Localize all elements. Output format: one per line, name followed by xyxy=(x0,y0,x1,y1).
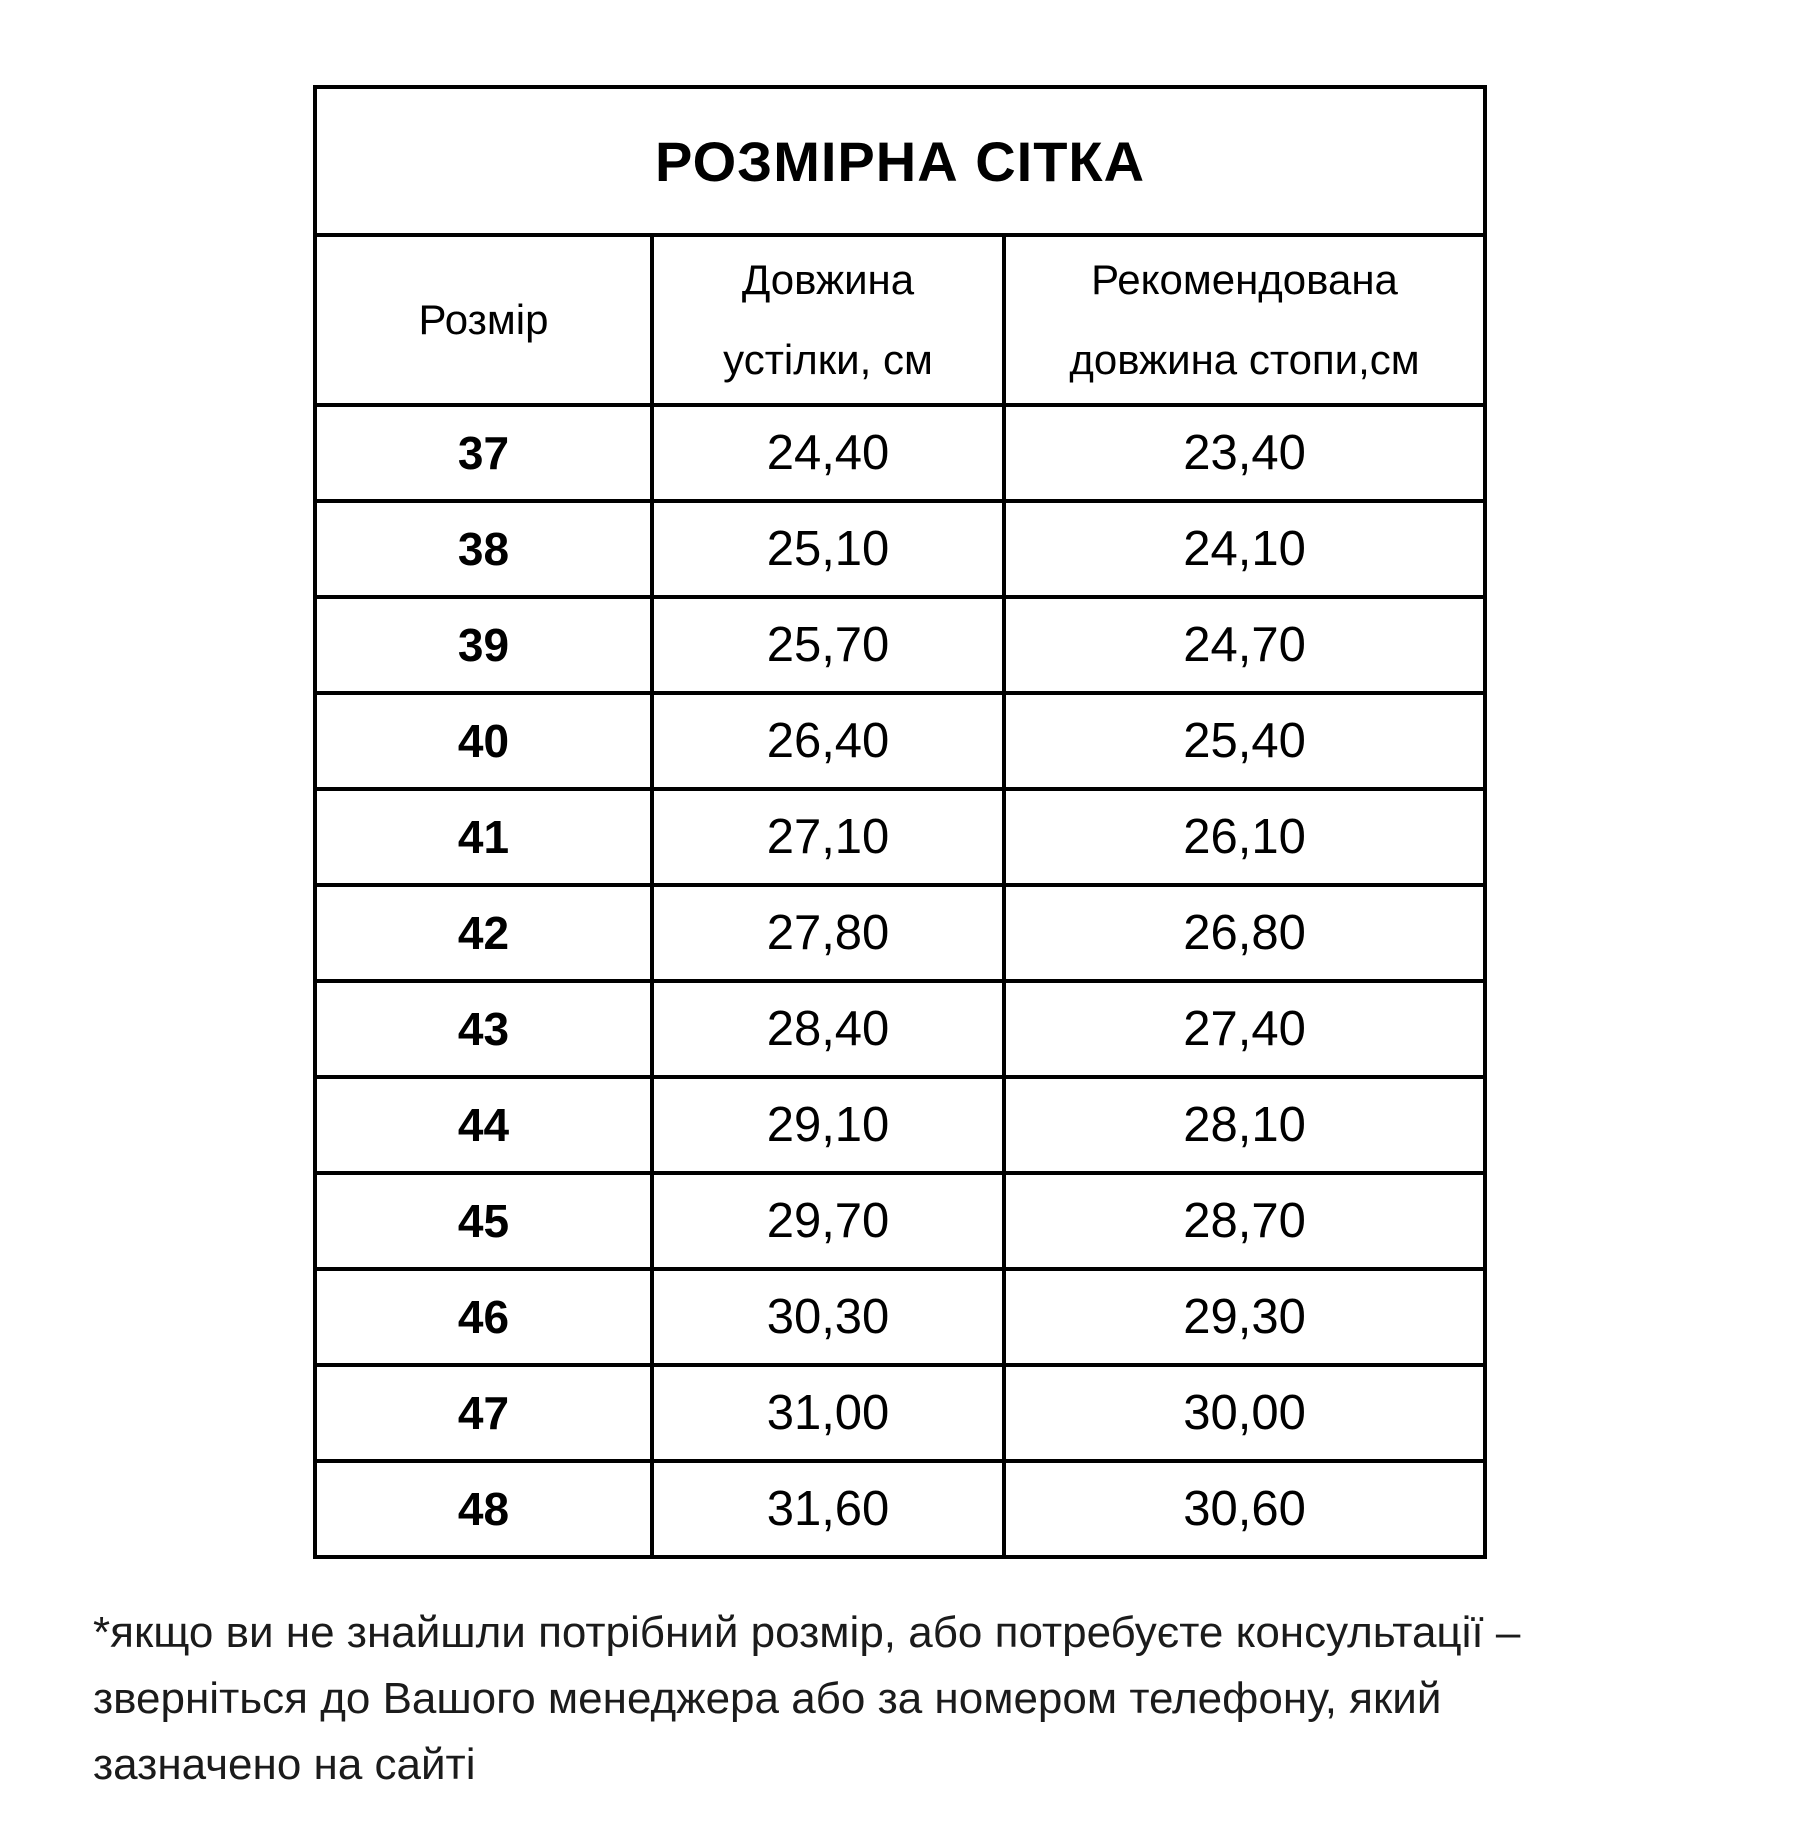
insole-length-cell: 30,30 xyxy=(652,1269,1004,1365)
insole-length-cell: 25,10 xyxy=(652,501,1004,597)
insole-length-cell: 27,80 xyxy=(652,885,1004,981)
insole-length-cell: 31,60 xyxy=(652,1461,1004,1557)
table-row xyxy=(315,1461,1485,1557)
table-row xyxy=(315,981,1485,1077)
foot-length-cell: 23,40 xyxy=(1004,405,1485,501)
size-cell: 45 xyxy=(315,1173,652,1269)
foot-length-cell: 26,80 xyxy=(1004,885,1485,981)
foot-length-cell: 27,40 xyxy=(1004,981,1485,1077)
insole-length-cell: 29,70 xyxy=(652,1173,1004,1269)
foot-length-cell: 24,70 xyxy=(1004,597,1485,693)
insole-length-cell: 31,00 xyxy=(652,1365,1004,1461)
size-cell: 39 xyxy=(315,597,652,693)
table-row xyxy=(315,1269,1485,1365)
column-header-foot-line-1: Рекомендована xyxy=(1091,256,1398,303)
size-cell: 44 xyxy=(315,1077,652,1173)
insole-length-cell: 25,70 xyxy=(652,597,1004,693)
insole-length-cell: 28,40 xyxy=(652,981,1004,1077)
footnote xyxy=(93,1600,1520,1798)
footnote-line: зазначено на сайті xyxy=(93,1740,476,1789)
column-header-insole-length xyxy=(652,235,1004,405)
insole-length-cell: 29,10 xyxy=(652,1077,1004,1173)
foot-length-cell: 30,00 xyxy=(1004,1365,1485,1461)
column-header-size-label: Розмір xyxy=(418,296,549,343)
title-row xyxy=(315,87,1485,235)
table-row xyxy=(315,1173,1485,1269)
size-cell: 47 xyxy=(315,1365,652,1461)
table-row xyxy=(315,789,1485,885)
table-row xyxy=(315,501,1485,597)
table-row xyxy=(315,1365,1485,1461)
foot-length-cell: 28,70 xyxy=(1004,1173,1485,1269)
insole-length-cell: 24,40 xyxy=(652,405,1004,501)
column-header-foot-length xyxy=(1004,235,1485,405)
table-row xyxy=(315,1077,1485,1173)
size-cell: 41 xyxy=(315,789,652,885)
table-row xyxy=(315,693,1485,789)
size-cell: 43 xyxy=(315,981,652,1077)
size-table xyxy=(313,85,1487,1559)
size-cell: 48 xyxy=(315,1461,652,1557)
footnote-line: зверніться до Вашого менеджера або за номером телефону, який xyxy=(93,1674,1442,1723)
insole-length-cell: 26,40 xyxy=(652,693,1004,789)
table-row xyxy=(315,885,1485,981)
size-cell: 37 xyxy=(315,405,652,501)
insole-length-cell: 27,10 xyxy=(652,789,1004,885)
column-header-insole-line-1: Довжина xyxy=(741,256,915,303)
foot-length-cell: 30,60 xyxy=(1004,1461,1485,1557)
column-header-insole-line-2: устілки, см xyxy=(723,336,933,383)
header-row xyxy=(315,235,1485,405)
column-header-foot-line-2: довжина стопи,см xyxy=(1069,336,1420,383)
footnote-line: *якщо ви не знайшли потрібний розмір, або потребуєте консультації – xyxy=(93,1608,1521,1657)
foot-length-cell: 25,40 xyxy=(1004,693,1485,789)
table-row xyxy=(315,597,1485,693)
foot-length-cell: 24,10 xyxy=(1004,501,1485,597)
column-header-size xyxy=(315,235,652,405)
size-cell: 40 xyxy=(315,693,652,789)
foot-length-cell: 26,10 xyxy=(1004,789,1485,885)
size-cell: 42 xyxy=(315,885,652,981)
foot-length-cell: 29,30 xyxy=(1004,1269,1485,1365)
foot-length-cell: 28,10 xyxy=(1004,1077,1485,1173)
size-cell: 38 xyxy=(315,501,652,597)
table-title: РОЗМІРНА СІТКА xyxy=(315,87,1485,235)
table-row xyxy=(315,405,1485,501)
size-cell: 46 xyxy=(315,1269,652,1365)
